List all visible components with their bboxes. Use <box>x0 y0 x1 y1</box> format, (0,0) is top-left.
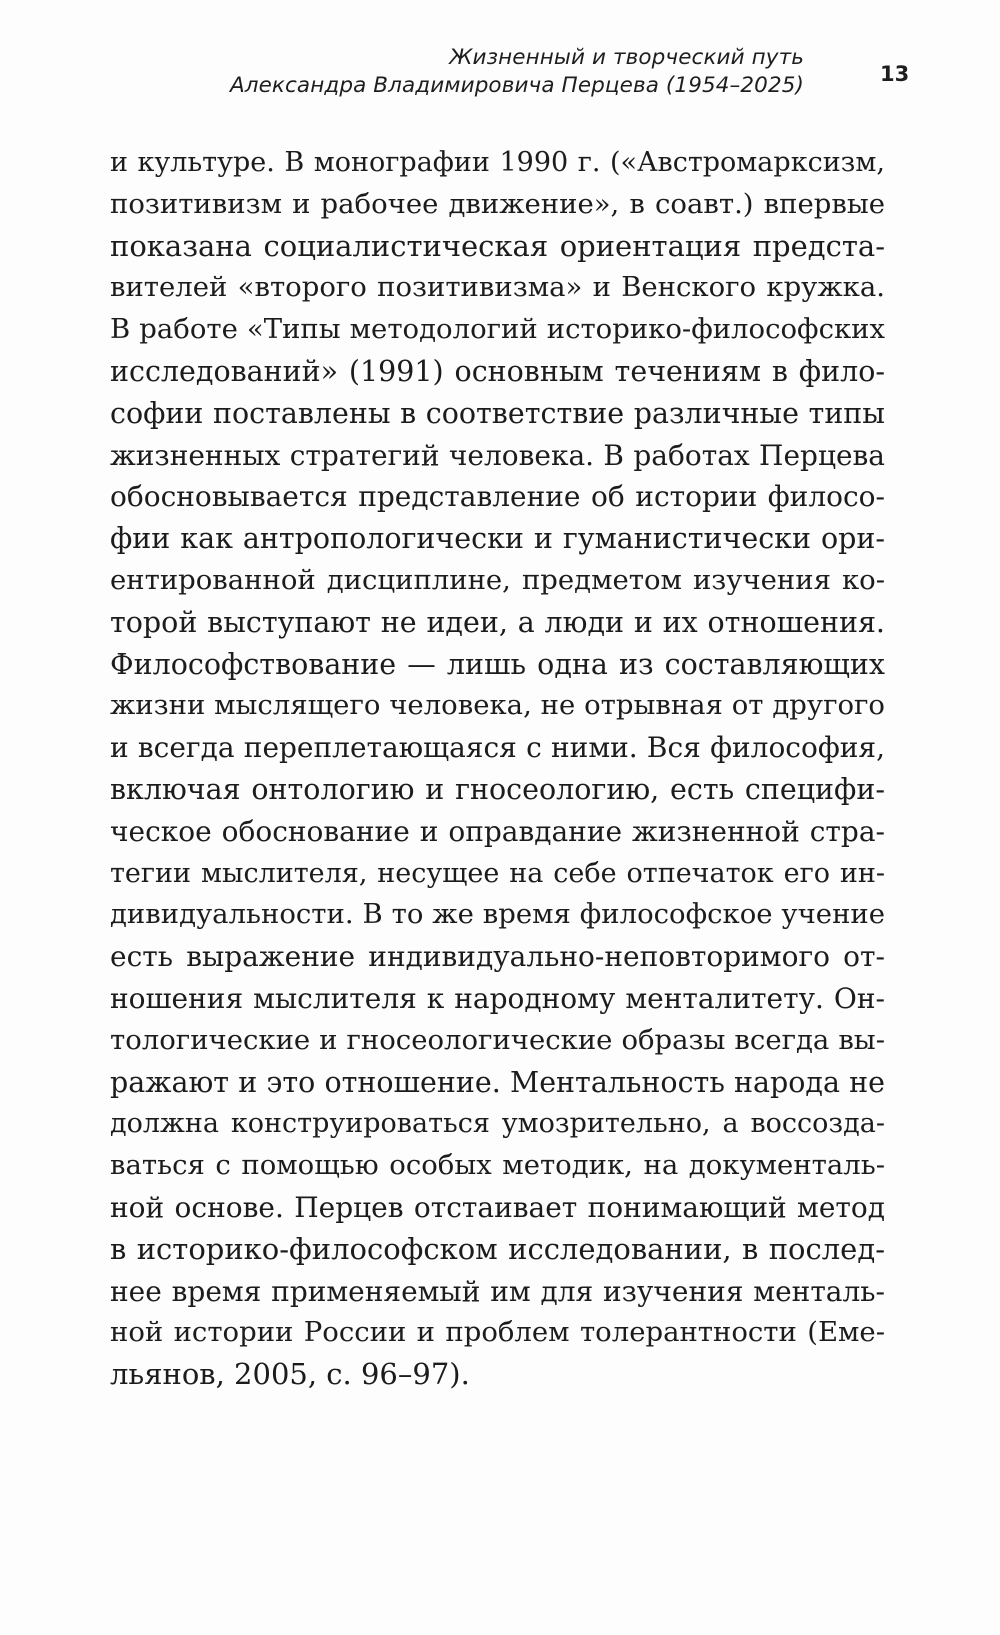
text-line: ваться с помощью особых методик, на документаль- <box>110 1149 885 1182</box>
running-head-line-1: Жизненный и творческий путь <box>449 45 804 70</box>
text-line: тологические и гносеологические образы всегда вы- <box>110 1023 885 1056</box>
text-line: льянов, 2005, с. 96–97). <box>110 1357 470 1392</box>
text-line: есть выражение индивидуально-неповторимого от- <box>110 940 885 974</box>
text-line: ентированной дисциплине, предметом изучения ко- <box>110 563 885 596</box>
text-line: должна конструироваться умозрительно, а воссозда- <box>110 1108 885 1140</box>
text-line: вителей «второго позитивизма» и Венского кружка. <box>110 271 885 304</box>
text-line: и всегда переплетающаяся с ними. Вся философия, <box>110 731 885 765</box>
text-line: жизни мыслящего человека, не отрывная от другого <box>110 689 885 722</box>
text-line: В работе «Типы методологий историко-философских <box>110 313 885 346</box>
text-line: нее время применяемый им для изучения менталь- <box>110 1274 885 1308</box>
text-line: ражают и это отношение. Ментальность народа не <box>110 1065 885 1099</box>
page-number: 13 <box>880 62 910 86</box>
text-line: жизненных стратегий человека. В работах Перцева <box>110 438 885 472</box>
text-line: позитивизм и рабочее движение», в соавт.) впервые <box>110 187 885 220</box>
text-line: ношения мыслителя к народному менталитету. Он- <box>110 981 885 1015</box>
text-line: показана социалистическая ориентация предста- <box>110 228 885 263</box>
text-line: дивидуальности. В то же время философское учение <box>110 898 885 931</box>
text-line: и культуре. В монографии 1990 г. («Австромарксизм, <box>110 147 885 178</box>
running-head-line-2: Александра Владимировича Перцева (1954–2025) <box>229 73 804 98</box>
text-line: торой выступают не идеи, а люди и их отношения. <box>110 605 885 639</box>
text-line: фии как антропологически и гуманистически ори- <box>110 522 885 556</box>
text-line: включая онтологию и гносеологию, есть специфи- <box>110 772 885 806</box>
text-line: софии поставлены в соответствие различные типы <box>110 396 885 430</box>
text-line: исследований» (1991) основным течениям в фило- <box>110 354 885 388</box>
text-line: тегии мыслителя, несущее на себе отпечаток его ин- <box>110 857 885 889</box>
text-line: ной основе. Перцев отстаивает понимающий метод <box>110 1190 885 1224</box>
body-text <box>110 142 885 1396</box>
text-line: в историко-философском исследовании, в послед- <box>110 1231 885 1266</box>
text-line: ческое обоснование и оправдание жизненной стра- <box>110 814 885 848</box>
text-line: обосновывается представление об истории филосо- <box>110 480 885 514</box>
running-head <box>230 44 804 100</box>
text-line: Философствование — лишь одна из составляющих <box>110 647 885 681</box>
text-line: ной истории России и проблем толерантности (Еме- <box>110 1316 885 1349</box>
